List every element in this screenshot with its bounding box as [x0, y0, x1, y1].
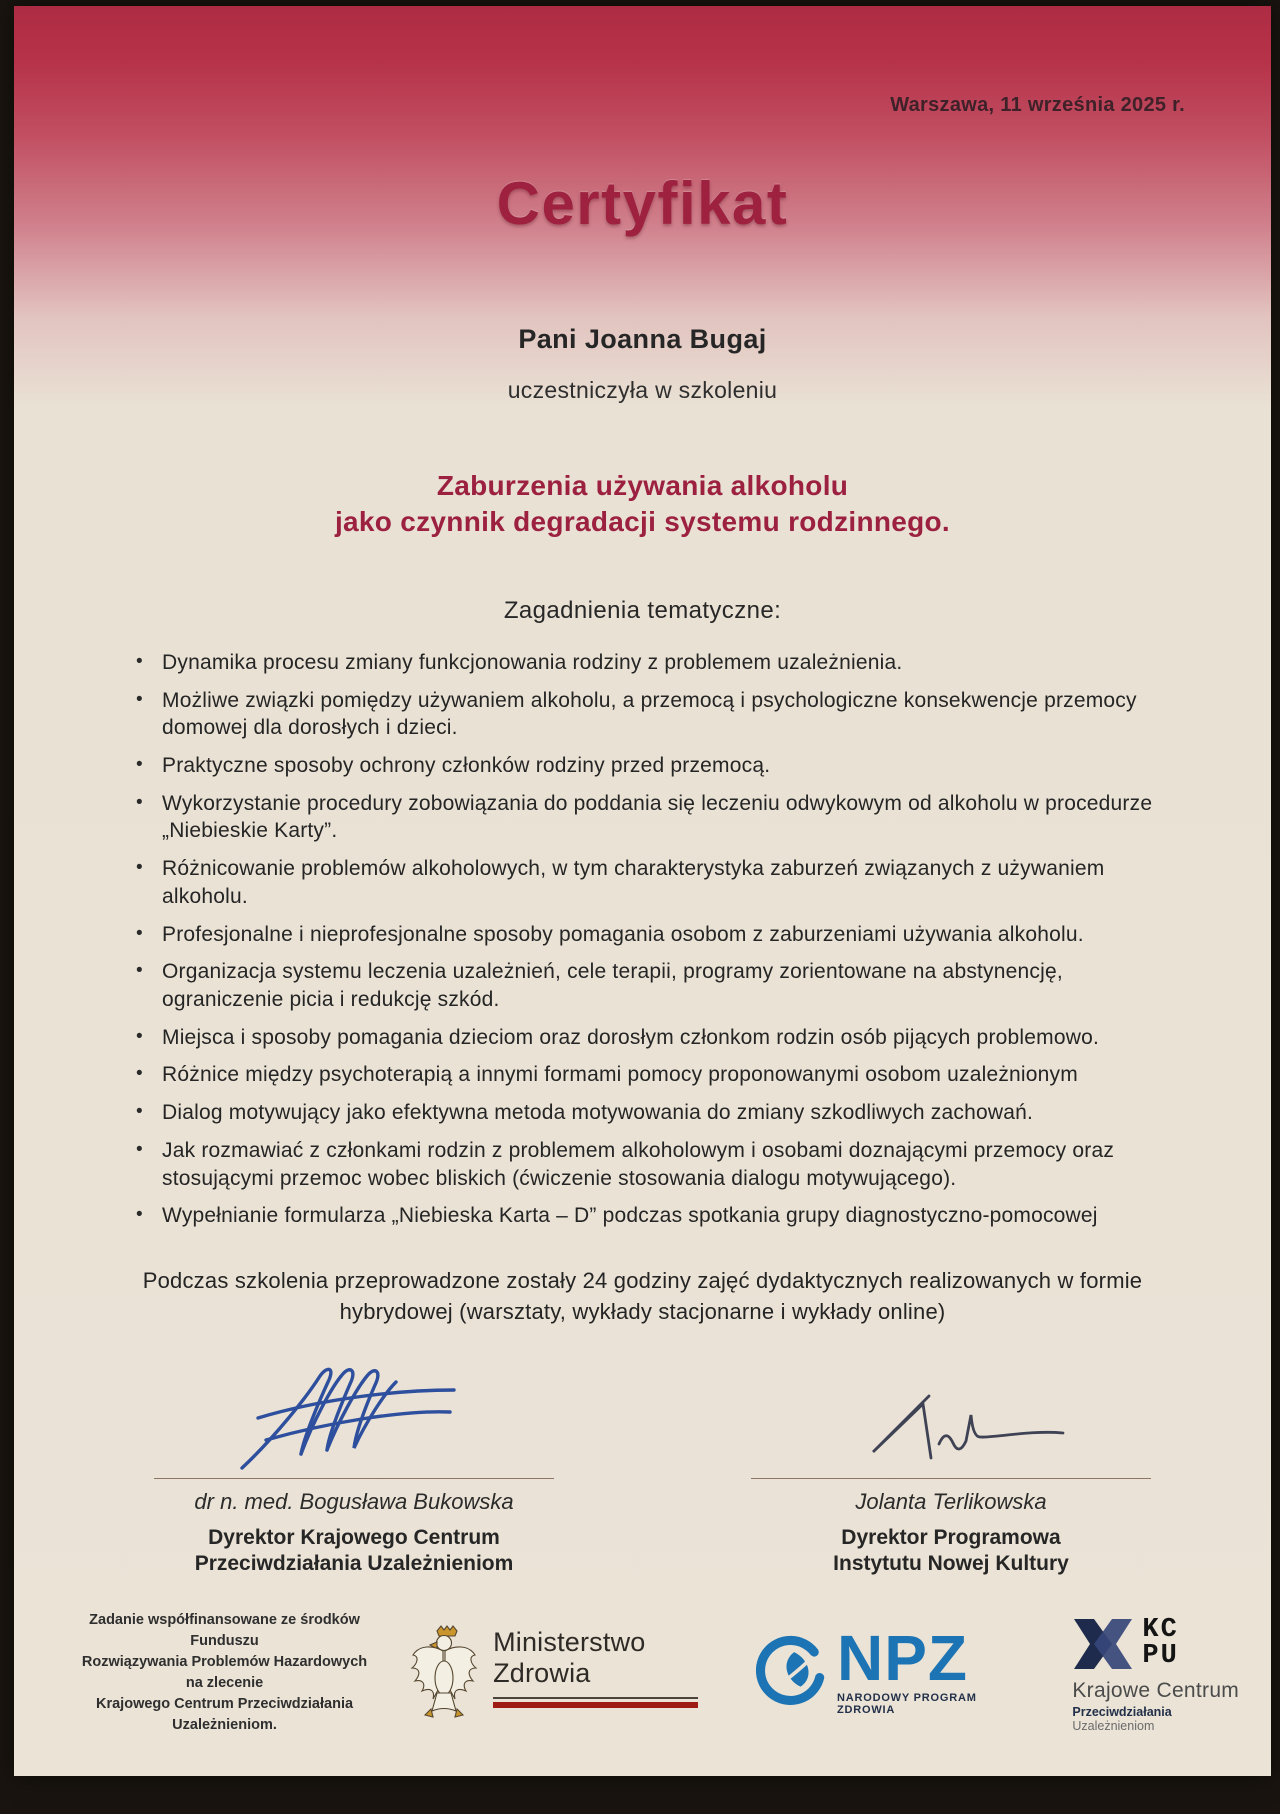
funding-note-line3: Krajowego Centrum Przeciwdziałania Uzależnieniom.	[96, 1695, 354, 1733]
course-title-line2: jako czynnik degradacji systemu rodzinnego.	[334, 506, 951, 538]
ministry-underline-red	[493, 1702, 698, 1708]
recipient-name: Pani Joanna Bugaj	[518, 324, 767, 354]
funding-note-line1: Zadanie współfinansowane ze środków Funduszu	[89, 1611, 360, 1649]
signatory-title-right-line1: Dyrektor Programowa	[841, 1525, 1061, 1549]
signature-right-block	[741, 1358, 1161, 1578]
kcpu-mark	[1072, 1613, 1178, 1675]
signature-scribble-right-icon	[811, 1386, 1091, 1476]
kcpu-name-line2-bold: Przeciwdziałania	[1072, 1704, 1172, 1719]
npz-text	[836, 1622, 1020, 1716]
topic-item: • Dialog motywujący jako efektywna metoda motywowania do zmiany szkodliwych zachowań.	[126, 1099, 1185, 1127]
topics-heading: Zagadnienia tematyczne:	[503, 596, 782, 624]
signatory-title-left	[144, 1525, 564, 1578]
summary-paragraph: Podczas szkolenia przeprowadzone zostały 24 godziny zajęć dydaktycznych realizowanych w formie hybrydowej (warsztaty, wykłady stacjonarne i wykłady online)	[142, 1268, 1143, 1324]
funding-note	[74, 1610, 375, 1736]
kcpu-logo	[1072, 1613, 1241, 1733]
ministry-name-line2: Zdrowia	[493, 1658, 591, 1688]
signatory-title-left-line2: Przeciwdziałania Uzależnieniom	[194, 1551, 514, 1575]
topic-item: • Praktyczne sposoby ochrony członków rodziny przed przemocą.	[126, 752, 1185, 780]
ministry-name-line1: Ministerstwo	[493, 1626, 646, 1657]
topic-item: • Dynamika procesu zmiany funkcjonowania rodziny z problemem uzależnienia.	[126, 649, 1185, 677]
ministry-underline-thin	[493, 1697, 698, 1699]
ministry-logo	[407, 1623, 698, 1723]
left-signature-ink	[144, 1358, 564, 1476]
signatory-name-left: dr n. med. Bogusława Bukowska	[194, 1488, 514, 1514]
date-line: Warszawa, 11 września 2025 r.	[890, 94, 1185, 116]
signature-scribble-left-icon	[214, 1360, 494, 1476]
topics-list	[126, 649, 1185, 1230]
certificate-title: Certyfikat	[496, 170, 789, 237]
polish-eagle-icon	[407, 1623, 481, 1723]
signatory-title-right	[741, 1525, 1161, 1578]
kcpu-x-icon	[1072, 1613, 1134, 1675]
npz-abbr: NPZ	[836, 1622, 968, 1695]
kcpu-name-line1: Krajowe Centrum	[1072, 1678, 1240, 1702]
topic-item: • Różnicowanie problemów alkoholowych, w tym charakterystyka zaburzeń związanych z używaniem alkoholu.	[126, 855, 1185, 910]
topic-item: • Różnice między psychoterapią a innymi formami pomocy proponowanymi osobom uzależnionym	[126, 1061, 1185, 1089]
topic-item: • Możliwe związki pomiędzy używaniem alkoholu, a przemocą i psychologiczne konsekwencje przemocy domowej dla dorosłych i dzieci.	[126, 687, 1185, 742]
certificate-paper	[14, 6, 1271, 1776]
signatory-title-left-line1: Dyrektor Krajowego Centrum	[208, 1525, 500, 1549]
topic-item: • Jak rozmawiać z członkami rodzin z problemem alkoholowym i osobami doznającymi przemocy oraz stosującymi przemoc wobec bliskich (ćwiczenie stosowania dialogu motywującego).	[126, 1137, 1185, 1192]
course-title	[14, 468, 1271, 541]
npz-subtitle: NARODOWY PROGRAM ZDROWIA	[836, 1691, 977, 1716]
signature-rule-right	[751, 1478, 1151, 1479]
npz-logo	[756, 1622, 1020, 1716]
kcpu-abbr-bottom: PU	[1142, 1640, 1179, 1671]
participation-line: uczestniczyła w szkoleniu	[507, 377, 778, 403]
kcpu-abbr-top: KC	[1142, 1615, 1179, 1646]
signatory-name-right: Jolanta Terlikowska	[855, 1488, 1047, 1514]
topic-item: • Wypełnianie formularza „Niebieska Karta – D” podczas spotkania grupy diagnostyczno-pomocowej	[126, 1202, 1185, 1230]
funding-note-line2: Rozwiązywania Problemów Hazardowych na zlecenie	[81, 1653, 368, 1691]
right-signature-ink	[741, 1358, 1161, 1476]
topic-item: • Wykorzystanie procedury zobowiązania do poddania się leczeniu odwykowym od alkoholu w procedurze „Niebieskie Karty”.	[126, 790, 1185, 845]
npz-circle-drop-icon	[756, 1634, 827, 1712]
topic-item: • Organizacja systemu leczenia uzależnień, cele terapii, programy zorientowane na abstynencję, ograniczenie picia i redukcję szkód.	[126, 958, 1185, 1013]
signature-rule-left	[154, 1478, 554, 1479]
signatory-title-right-line2: Instytutu Nowej Kultury	[833, 1551, 1069, 1575]
kcpu-name-line2-rest: Uzależnieniom	[1072, 1718, 1155, 1733]
signature-left-block	[144, 1358, 564, 1578]
topic-item: • Miejsca i sposoby pomagania dzieciom oraz dorosłym członkom rodzin osób pijących problemowo.	[126, 1024, 1185, 1052]
ministry-text	[493, 1623, 698, 1708]
ministry-underline	[493, 1697, 698, 1708]
topic-item: • Profesjonalne i nieprofesjonalne sposoby pomagania osobom z zaburzeniami używania alkoholu.	[126, 921, 1185, 949]
course-title-line1: Zaburzenia używania alkoholu	[436, 470, 849, 501]
signatures-row	[14, 1358, 1271, 1578]
kcpu-abbr	[1142, 1615, 1179, 1671]
footer-logos-row	[14, 1610, 1271, 1736]
kcpu-name-line2	[1072, 1705, 1241, 1733]
